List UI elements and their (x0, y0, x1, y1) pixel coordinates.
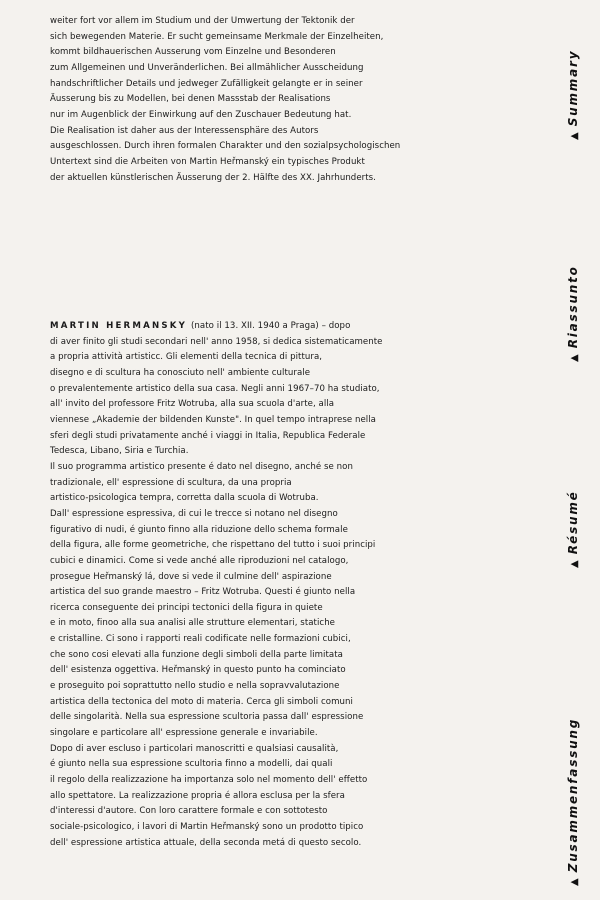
italian-text-line: e in moto, finoo alla sua analisi alle strutture elementari, statiche (50, 618, 336, 629)
italian-text-line: o prevalentemente artistico della sua casa. Negli anni 1967–70 ha studiato, (50, 383, 380, 394)
italian-text-line: Dall' espressione espressiva, di cui le trecce si notano nel disegno (50, 508, 338, 519)
italian-text-line: viennese „Akademie der bildenden Kunste". In quel tempo intraprese nella (50, 414, 376, 425)
italian-first-line (50, 319, 520, 335)
italian-text-line: della figura, alle forme geometriche, che rispettano del tutto i suoi principi (50, 540, 376, 551)
italian-text-line: figurativo di nudi, é giunto finno alla riduzione dello schema formale (50, 524, 348, 535)
german-text-line: handschriftlicher Details und jedweger Zufälligkeit gelangte er in seiner (50, 78, 363, 89)
italian-text-line: di aver finito gli studi secondari nell' anno 1958, si dedica sistematicamente (50, 336, 383, 347)
german-text-line: nur im Augenblick der Einwirkung auf den Zuschauer Bedeutung hat. (50, 109, 352, 120)
italian-text-line: prosegue Heřmanský lá, dove si vede il culmine dell' aspirazione (50, 571, 332, 582)
sidebar-label-zusammenfassung[interactable]: ▲Zusammenfassung (566, 717, 580, 886)
italian-text-line: sociale-psicologico, i lavori di Martin Heřmanský sono un prodotto tipico (50, 822, 364, 832)
italian-text-line: tradizionale, ell' espressione di scultura, da una propria (50, 477, 292, 488)
italian-text-line: é giunto nella sua espressione scultoria finno a modelli, dai quali (50, 759, 333, 770)
italian-text-line: dell' esistenza oggettiva. Heřmanský in questo punto ha cominciato (50, 665, 346, 676)
german-text-line: kommt bildhauerischen Ausserung vom Einzelne und Besonderen (50, 47, 336, 58)
italian-text-line: Dopo di aver escluso i particolari manoscritti e qualsiasi causalità, (50, 743, 339, 754)
italian-text-line: disegno e di scultura ha conosciuto nell' ambiente culturale (50, 367, 311, 378)
italian-text-line: e proseguito poi soprattutto nello studio e nella sopravvalutazione (50, 681, 340, 692)
italian-text-line: d'interessi d'autore. Con loro carattere formale e con sottotesto (50, 806, 328, 817)
german-text-line: der aktuellen künstlerischen Äusserung der 2. Hälfte des XX. Jahrhunderts. (50, 172, 376, 183)
italian-text-line: a propria attività artisticc. Gli elementi della tecnica di pittura, (50, 352, 323, 363)
italian-text-line: singolare e particolare all' espressione generale e invariabile. (50, 728, 318, 739)
german-text-line: Untertext sind die Arbeiten von Martin Heřmanský ein typisches Produkt (50, 156, 365, 167)
sidebar-label-riassunto[interactable]: ▲Riassunto (566, 265, 580, 362)
german-paragraph (50, 14, 520, 186)
italian-text-line: delle singolarità. Nella sua espressione scultoria passa dall' espressione (50, 712, 364, 723)
german-text-line: Äusserung bis zu Modellen, bei denen Massstab der Realisations (50, 94, 331, 105)
arrow-up-icon: ▲ (569, 878, 580, 886)
italian-text-line: all' invito del professore Fritz Wotruba, alla sua scuola d'arte, alla (50, 399, 335, 410)
italian-text-line: sferi degli studi privatamente anché i viaggi in Italia, Republica Federale (50, 430, 366, 441)
author-name: MARTIN HERMANSKY (50, 321, 188, 331)
italian-text-line: artistica del suo grande maestro – Fritz Wotruba. Questi é giunto nella (50, 587, 356, 598)
italian-text-line: Tedesca, Libano, Siria e Turchia. (50, 446, 189, 457)
arrow-up-icon: ▲ (569, 354, 580, 362)
italian-text-line: artistico-psicologica tempra, corretta dalla scuola di Wotruba. (50, 493, 319, 504)
german-text-line: ausgeschlossen. Durch ihren formalen Charakter und den sozialpsychologischen (50, 141, 401, 152)
italian-text-line: allo spettatore. La realizzazione propria é allora esclusa per la sfera (50, 790, 345, 801)
italian-text-line: il regolo della realizzazione ha importanza solo nel momento dell' effetto (50, 775, 368, 786)
italian-text-line: dell' espressione artistica attuale, della seconda metá di questo secolo. (50, 837, 362, 848)
german-text-line: Die Realisation ist daher aus der Interessensphäre des Autors (50, 125, 319, 136)
sidebar-label-resume[interactable]: ▲Résumé (566, 490, 580, 568)
language-sidebar (532, 0, 592, 900)
italian-text-line: Il suo programma artistico presente é dato nel disegno, anché se non (50, 461, 353, 472)
italian-text-line: che sono cosi elevati alla funzione degli simboli della parte limitata (50, 649, 343, 660)
arrow-up-icon: ▲ (569, 132, 580, 140)
sidebar-label-summary[interactable]: ▲Summary (566, 49, 580, 140)
italian-text-line: e cristalline. Ci sono i rapporti reali codificate nelle formazioni cubici, (50, 634, 351, 645)
italian-text-line: artistica della tectonica del moto di materia. Cerca gli simboli comuni (50, 696, 353, 707)
italian-text-line: ricerca conseguente dei principi tectonici della figura in quiete (50, 602, 323, 613)
german-text-line: sich bewegenden Materie. Er sucht gemeinsame Merkmale der Einzelheiten, (50, 31, 384, 42)
german-text-line: zum Allgemeinen und Unveränderlichen. Bei allmählicher Ausscheidung (50, 62, 364, 73)
italian-text-line: cubici e dinamici. Come si vede anché alle riproduzioni nel catalogo, (50, 555, 349, 566)
italian-paragraph (50, 319, 520, 851)
german-text-line: weiter fort vor allem im Studium und der Umwertung der Tektonik der (50, 16, 355, 26)
birth-info: (nato il 13. XII. 1940 a Praga) – dopo (191, 321, 351, 331)
arrow-up-icon: ▲ (569, 560, 580, 568)
